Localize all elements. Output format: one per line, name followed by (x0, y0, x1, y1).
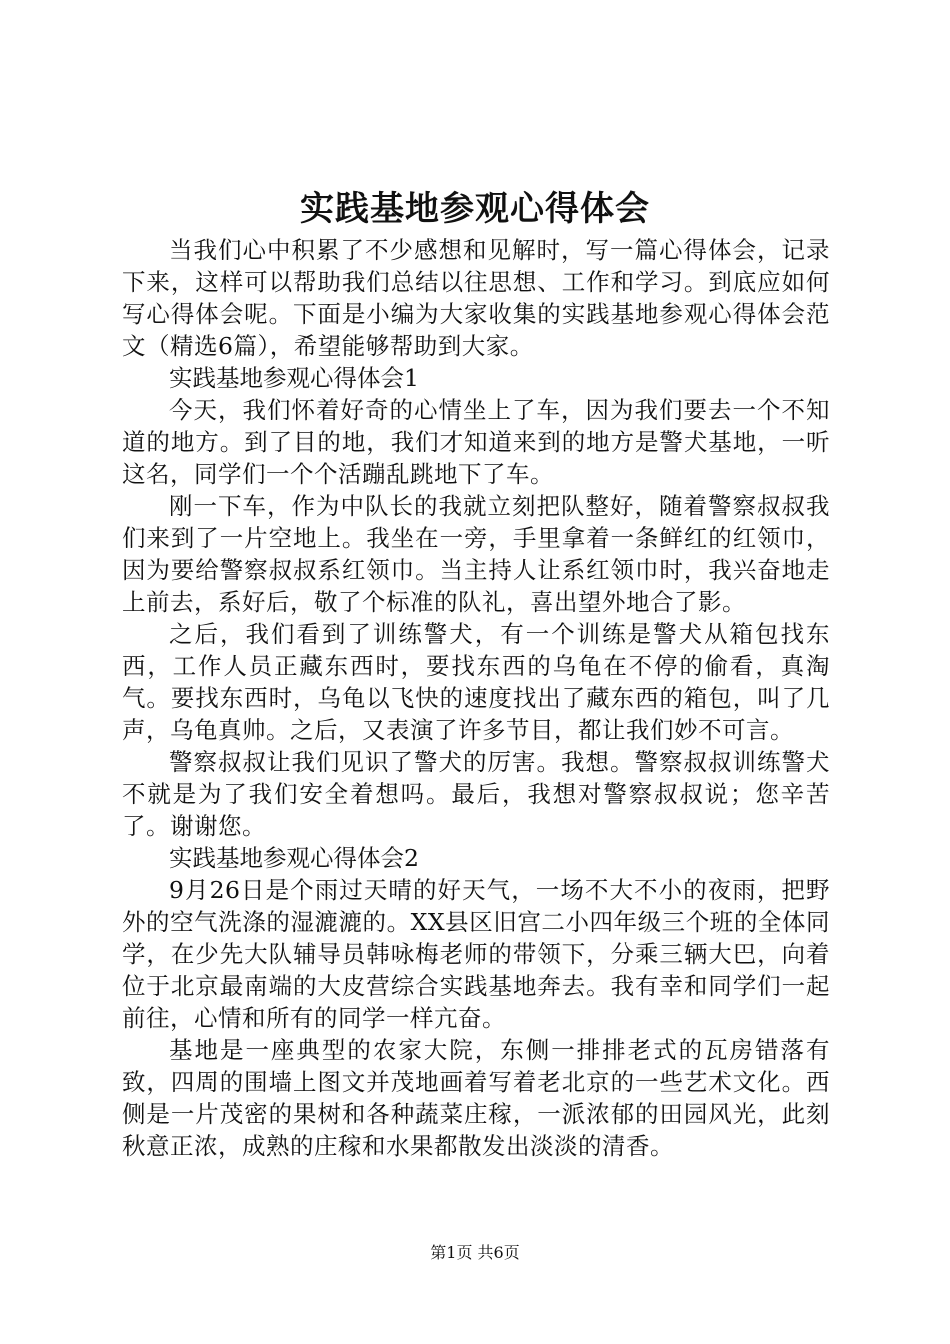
section-heading: 实践基地参观心得体会2 (169, 844, 419, 872)
body-paragraph: 刚一下车，作为中队长的我就立刻把队整好，随着警察叔叔我们来到了一片空地上。我坐在一旁，手里拿着一条鲜红的红领巾，因为要给警察叔叔系红领巾。当主持人让系红领巾时，我兴奋地走上前去，系好后，敬了个标准的队礼，喜出望外地合了影。 (122, 492, 830, 616)
body-paragraph: 基地是一座典型的农家大院，东侧一排排老式的瓦房错落有致，四周的围墙上图文并茂地画着写着老北京的一些艺术文化。西侧是一片茂密的果树和各种蔬菜庄稼，一派浓郁的田园风光，此刻秋意正浓，成熟的庄稼和水果都散发出淡淡的清香。 (122, 1036, 830, 1160)
document-title: 实践基地参观心得体会 (300, 189, 650, 229)
intro-paragraph: 当我们心中积累了不少感想和见解时，写一篇心得体会，记录下来，这样可以帮助我们总结以往思想、工作和学习。到底应如何写心得体会呢。下面是小编为大家收集的实践基地参观心得体会范文（精选6篇），希望能够帮助到大家。 (122, 236, 830, 360)
body-paragraph: 9月26日是个雨过天晴的好天气，一场不大不小的夜雨，把野外的空气洗涤的湿漉漉的。XX县区旧宫二小四年级三个班的全体同学，在少先大队辅导员韩咏梅老师的带领下，分乘三辆大巴，向着位于北京最南端的大皮营综合实践基地奔去。我有幸和同学们一起前往，心情和所有的同学一样亢奋。 (122, 876, 830, 1032)
body-paragraph: 今天，我们怀着好奇的心情坐上了车，因为我们要去一个不知道的地方。到了目的地，我们才知道来到的地方是警犬基地，一听这名，同学们一个个活蹦乱跳地下了车。 (122, 396, 830, 488)
document-body (122, 234, 830, 1162)
body-paragraph: 警察叔叔让我们见识了警犬的厉害。我想。警察叔叔训练警犬不就是为了我们安全着想吗。最后，我想对警察叔叔说；您辛苦了。谢谢您。 (122, 748, 830, 840)
body-paragraph: 之后，我们看到了训练警犬，有一个训练是警犬从箱包找东西，工作人员正藏东西时，要找东西的乌龟在不停的偷看，真淘气。要找东西时，乌龟以飞快的速度找出了藏东西的箱包，叫了几声，乌龟真帅。之后，又表演了许多节目，都让我们妙不可言。 (122, 620, 830, 744)
page-footer: 第1页 共6页 (430, 1243, 520, 1262)
section-heading: 实践基地参观心得体会1 (169, 364, 419, 392)
